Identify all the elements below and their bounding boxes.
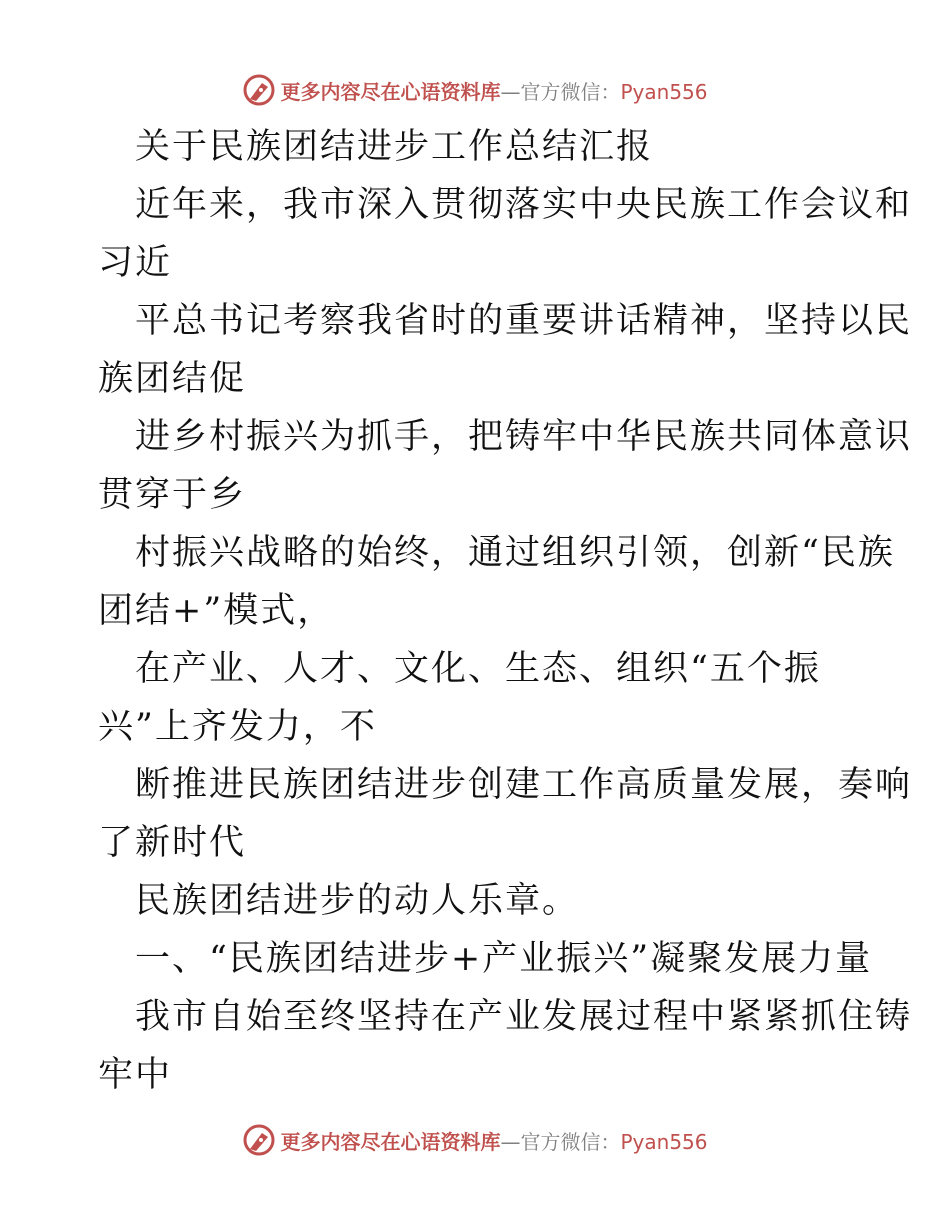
paragraph-line: 团结+”模式， xyxy=(98,591,335,631)
paragraph-line: 贯穿于乡 xyxy=(98,475,247,515)
paragraph-line: 近年来，我市深入贯彻落实中央民族工作会议和 xyxy=(135,185,913,225)
paragraph-line: 族团结促 xyxy=(98,359,247,399)
paragraph-line: 兴”上齐发力，不 xyxy=(98,707,377,747)
paragraph-line: 牢中 xyxy=(98,1055,173,1095)
paragraph-line: 了新时代 xyxy=(98,823,247,863)
paragraph-line: 进乡村振兴为抓手，把铸牢中华民族共同体意识 xyxy=(135,417,913,457)
paragraph-line: 村振兴战略的始终，通过组织引领，创新“民族 xyxy=(135,533,895,573)
document-body xyxy=(98,118,913,1104)
paragraph-line: 在产业、人才、文化、生态、组织“五个振 xyxy=(135,649,821,689)
paragraph-line: 平总书记考察我省时的重要讲话精神，坚持以民 xyxy=(135,301,913,341)
pen-nib-logo-icon xyxy=(242,73,276,107)
header-watermark xyxy=(0,72,950,108)
watermark-text: 更多内容尽在心语资料库—官方微信：Pyan556 xyxy=(280,79,708,104)
footer-watermark xyxy=(0,1122,950,1158)
section-heading: 一、“民族团结进步+产业振兴”凝聚发展力量 xyxy=(135,939,873,979)
paragraph-line: 我市自始至终坚持在产业发展过程中紧紧抓住铸 xyxy=(135,997,913,1037)
paragraph-line: 民族团结进步的动人乐章。 xyxy=(135,881,580,921)
document-title: 关于民族团结进步工作总结汇报 xyxy=(135,127,654,167)
pen-nib-logo-icon xyxy=(242,1123,276,1157)
paragraph-line: 断推进民族团结进步创建工作高质量发展，奏响 xyxy=(135,765,913,805)
watermark-text: 更多内容尽在心语资料库—官方微信：Pyan556 xyxy=(280,1129,708,1154)
paragraph-line: 习近 xyxy=(98,243,173,283)
